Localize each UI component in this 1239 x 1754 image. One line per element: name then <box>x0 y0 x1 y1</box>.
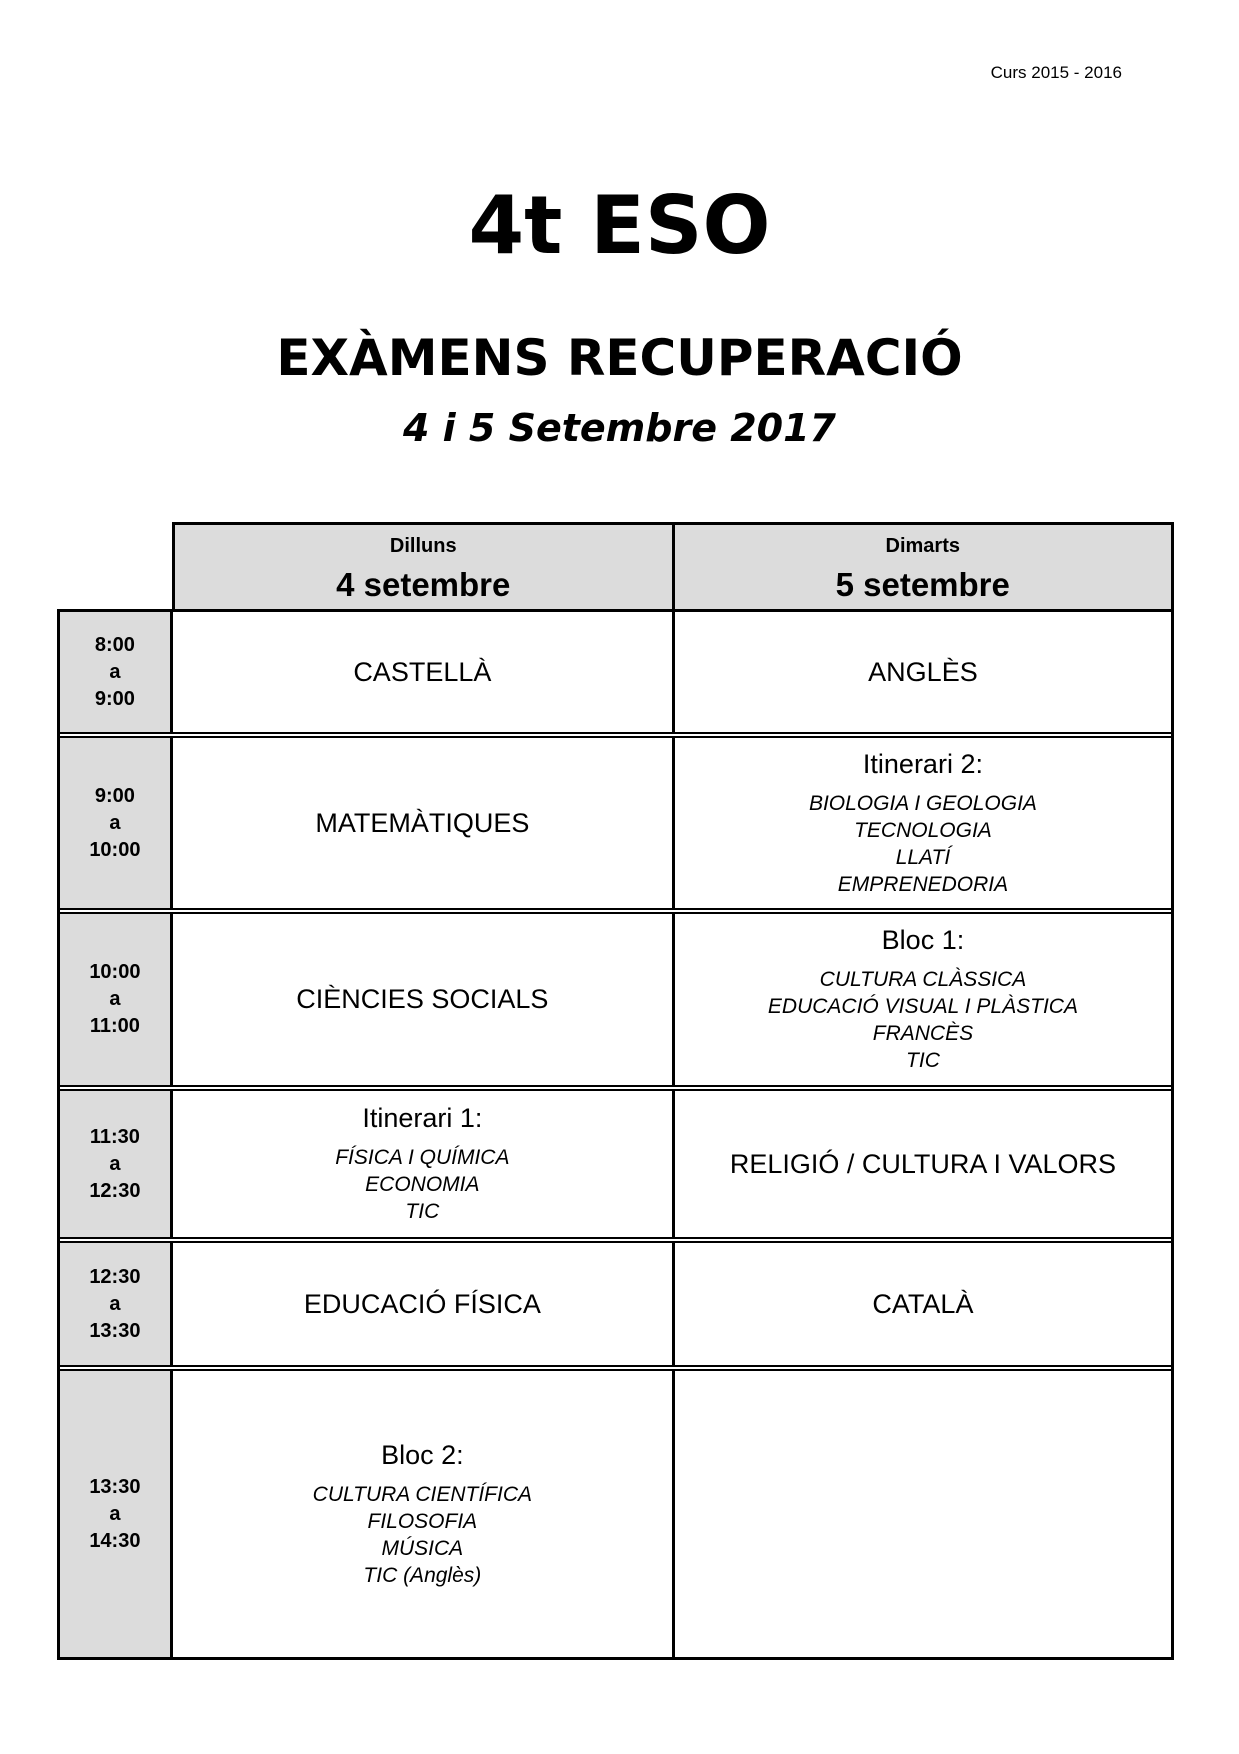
tuesday-cell <box>672 1243 1171 1365</box>
monday-cell <box>173 1371 672 1657</box>
exam-group-subject: FILOSOFIA <box>367 1509 478 1533</box>
exam-group-subject: EMPRENEDORIA <box>837 872 1009 896</box>
exam-subject: ANGLÈS <box>868 656 978 687</box>
exam-dates: 4 i 5 Setembre 2017 <box>403 406 836 450</box>
exam-subject: RELIGIÓ / CULTURA I VALORS <box>729 1148 1116 1179</box>
exam-group-subject: TIC <box>405 1200 440 1223</box>
table-row <box>60 1091 1171 1237</box>
monday-cell <box>173 1091 672 1237</box>
header-day: Dimarts <box>885 535 960 557</box>
table-row <box>60 612 1171 732</box>
time-sep: a <box>109 811 121 834</box>
time-end: 14:30 <box>89 1529 141 1552</box>
time-slot <box>60 738 173 908</box>
exam-subject: CASTELLÀ <box>353 656 492 687</box>
schedule-table <box>57 609 1174 1660</box>
exam-group-subject: TIC <box>906 1049 940 1072</box>
exam-subject: CIÈNCIES SOCIALS <box>296 984 549 1014</box>
exam-group-subject: LLATÍ <box>895 845 951 869</box>
time-start: 10:00 <box>89 961 141 983</box>
exam-subject: MATEMÀTIQUES <box>315 807 530 838</box>
exam-group-subject: TECNOLOGIA <box>854 818 992 842</box>
course-year: Curs 2015 - 2016 <box>990 63 1122 82</box>
time-sep: a <box>109 1502 121 1525</box>
monday-cell <box>173 738 672 908</box>
exam-group-subject: TIC (Anglès) <box>363 1563 482 1587</box>
exam-group-subject: ECONOMIA <box>365 1173 480 1196</box>
time-start: 9:00 <box>94 784 135 807</box>
time-sep: a <box>109 1152 121 1175</box>
time-slot <box>60 1091 173 1237</box>
time-sep: a <box>109 1292 121 1315</box>
exam-group-title: Itinerari 1: <box>362 1103 483 1133</box>
tuesday-cell <box>672 1371 1171 1657</box>
header-date: 4 setembre <box>336 566 511 603</box>
exam-group-subject: FÍSICA I QUÍMICA <box>335 1146 510 1169</box>
page-subtitle: EXÀMENS RECUPERACIÓ <box>276 329 963 387</box>
tuesday-cell <box>672 738 1171 908</box>
exam-group-subject: MÚSICA <box>381 1536 464 1560</box>
time-start: 11:30 <box>89 1125 140 1148</box>
tuesday-cell <box>672 612 1171 732</box>
header-date: 5 setembre <box>835 566 1010 603</box>
time-start: 12:30 <box>89 1265 141 1288</box>
table-row <box>60 1243 1171 1365</box>
tuesday-cell <box>672 914 1171 1085</box>
table-row <box>60 914 1171 1085</box>
exam-subject: CATALÀ <box>872 1288 974 1319</box>
time-start: 13:30 <box>89 1475 141 1498</box>
time-slot <box>60 1243 173 1365</box>
time-end: 12:30 <box>89 1179 141 1202</box>
exam-group-title: Bloc 1: <box>881 925 965 955</box>
tuesday-cell <box>672 1091 1171 1237</box>
exam-group-title: Bloc 2: <box>381 1439 464 1470</box>
monday-cell <box>173 914 672 1085</box>
page-title: 4t ESO <box>468 179 771 272</box>
header-day: Dilluns <box>389 535 457 557</box>
exam-group-title: Itinerari 2: <box>862 748 983 779</box>
table-row <box>60 738 1171 908</box>
monday-cell <box>173 612 672 732</box>
time-end: 9:00 <box>94 687 135 710</box>
time-sep: a <box>109 988 121 1010</box>
time-end: 11:00 <box>89 1015 140 1037</box>
exam-group-subject: CULTURA CIENTÍFICA <box>312 1482 533 1506</box>
header-monday <box>175 525 672 612</box>
exam-group-subject: EDUCACIÓ VISUAL I PLÀSTICA <box>767 995 1078 1018</box>
time-end: 10:00 <box>89 838 141 861</box>
exam-group-subject: FRANCÈS <box>872 1022 974 1045</box>
time-start: 8:00 <box>94 633 135 656</box>
exam-group-subject: BIOLOGIA I GEOLOGIA <box>808 791 1037 815</box>
time-slot <box>60 914 173 1085</box>
schedule-header <box>172 522 1174 612</box>
table-row <box>60 1371 1171 1657</box>
exam-subject: EDUCACIÓ FÍSICA <box>303 1288 541 1319</box>
time-sep: a <box>109 660 121 683</box>
time-slot <box>60 1371 173 1657</box>
header-tuesday <box>672 525 1172 612</box>
time-slot <box>60 612 173 732</box>
exam-group-subject: CULTURA CLÀSSICA <box>819 968 1027 991</box>
monday-cell <box>173 1243 672 1365</box>
time-end: 13:30 <box>89 1319 141 1342</box>
